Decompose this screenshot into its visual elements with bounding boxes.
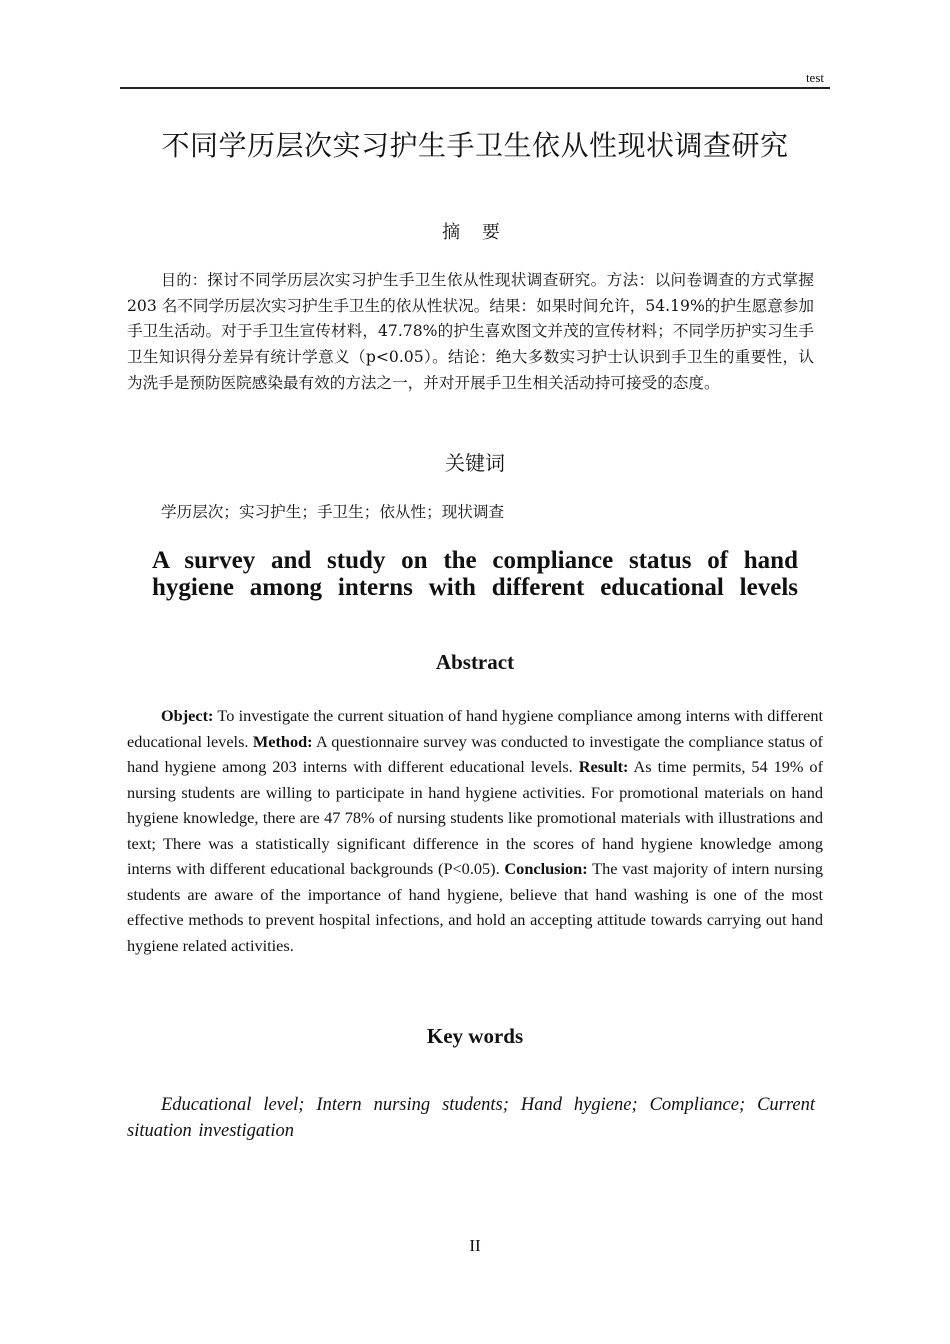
chinese-abstract-heading: 摘 要 bbox=[442, 222, 508, 243]
chinese-title: 不同学历层次实习护生手卫生依从性现状调查研究 bbox=[161, 129, 789, 162]
chinese-abstract-body: 探讨不同学历层次实习护生手卫生依从性现状调查研究。方法：以问卷调查的方式掌握 203 名不同学历层次实习护生手卫生的依从性状况。结果：如果时间允许，54.19%的护生愿意参加手卫生活动。对于手卫生宣传材料，47.78%的护生喜欢图文并茂的宣传材料；不同学历护实习生手卫生知识得分差异有统计学意义（p<0.05）。结论：绝大多数实习护士认识到手卫生的重要性，认为洗手是预防医院感染最有效的方法之一，并对开展手卫生相关活动持可接受的态度。 bbox=[127, 271, 814, 392]
object-label: Object: bbox=[161, 706, 214, 725]
method-text: A questionnaire survey was conducted to investigate the compliance status of hand hygiene among 203 interns with different educational levels. bbox=[127, 731, 823, 776]
chinese-keywords-heading: 关键词 bbox=[445, 451, 505, 475]
chinese-abstract bbox=[127, 268, 814, 397]
running-header: test bbox=[805, 70, 824, 85]
method-label: Method: bbox=[252, 731, 313, 751]
english-keywords: Educational level; Intern nursing students; Hand hygiene; Compliance; Current situation investigation bbox=[127, 1095, 815, 1141]
object-text: To investigate the current situation of hand hygiene compliance among interns with different educational levels. bbox=[127, 706, 823, 751]
conclusion-label: Conclusion: bbox=[504, 859, 588, 878]
english-keywords-heading: Key words bbox=[426, 1024, 524, 1048]
english-title: A survey and study on the compliance status of hand hygiene among interns with different educational levels bbox=[152, 547, 798, 601]
chinese-abstract-label: 目的： bbox=[161, 271, 208, 289]
english-abstract-heading: Abstract bbox=[435, 650, 515, 674]
conclusion-text: The vast majority of intern nursing students are aware of the importance of hand hygiene, believe that hand washing is one of the most effective methods to prevent hospital infections, and hold an accepting attitude towards carrying out hand hygiene related activities. bbox=[127, 859, 823, 955]
result-label: Result: bbox=[578, 757, 629, 776]
result-text: As time permits, 54 19% of nursing students are willing to participate in hand hygiene activities. For promotional materials on hand hygiene knowledge, there are 47 78% of nursing students like promotional materials with illustrations and text; There was a statistically significant difference in the scores of hand hygiene knowledge among interns with different educational backgrounds (P<0.05). bbox=[127, 757, 823, 878]
chinese-keywords: 学历层次；实习护生；手卫生；依从性；现状调查 bbox=[161, 503, 505, 521]
english-abstract bbox=[127, 703, 823, 958]
page-number: II bbox=[469, 1236, 481, 1255]
header-divider bbox=[120, 87, 830, 89]
